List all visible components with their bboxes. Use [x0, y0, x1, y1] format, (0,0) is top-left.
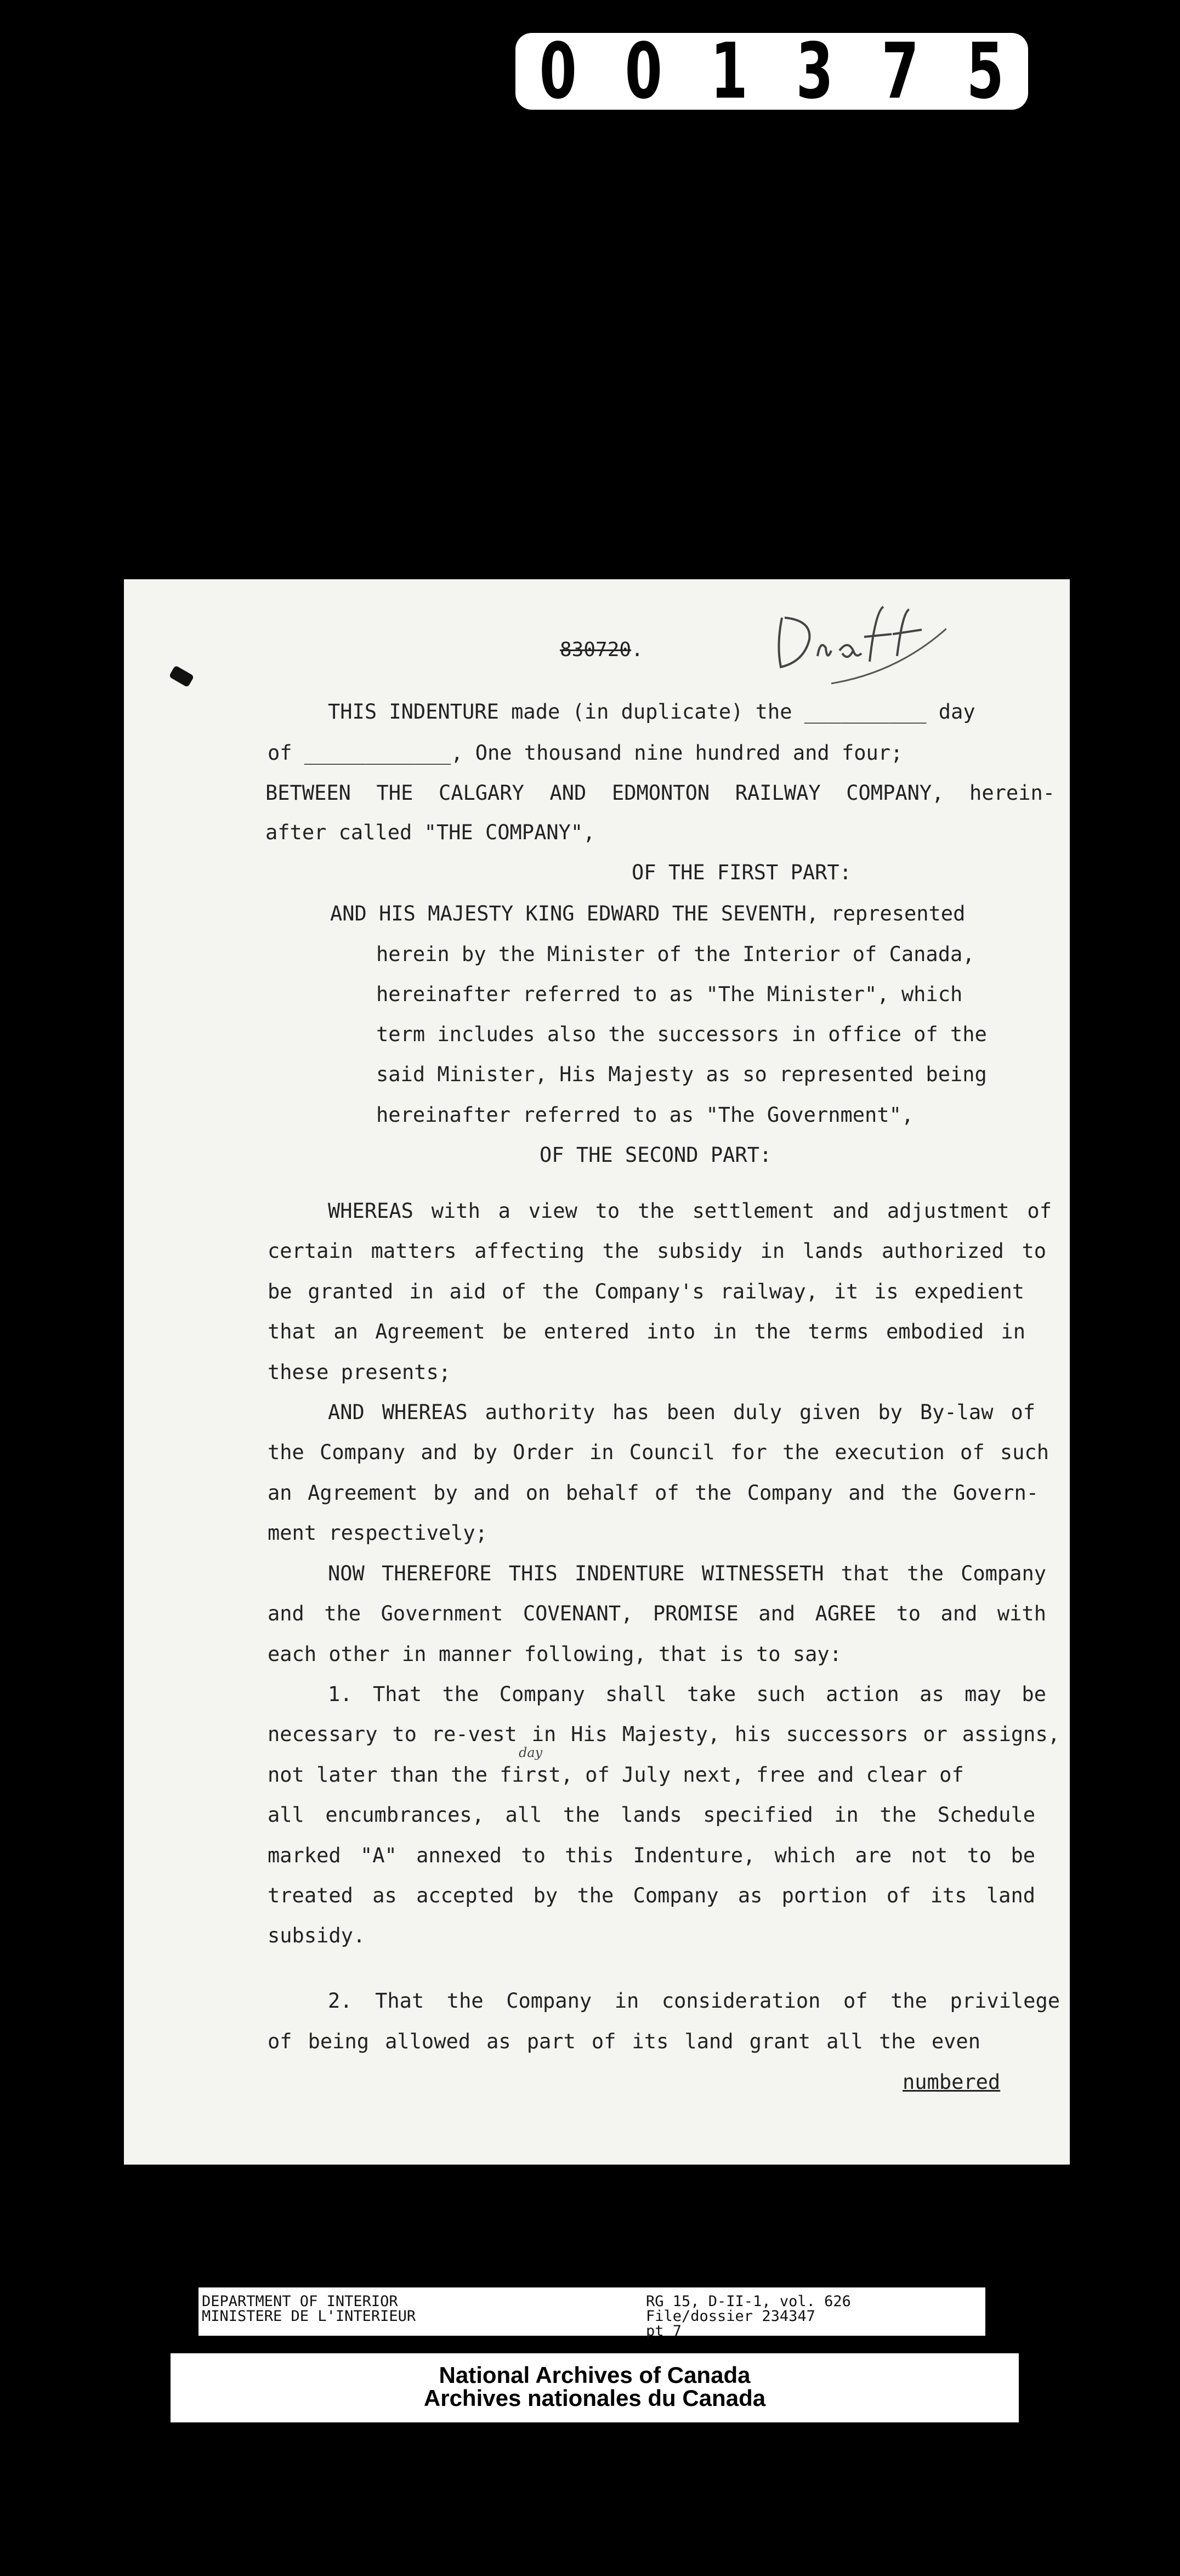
- doc-line-22: NOW THEREFORE THIS INDENTURE WITNESSETH that the Company: [328, 1562, 1046, 1585]
- archive-name-fr: Archives nationales du Canada: [423, 2385, 766, 2411]
- frame-digit: 5: [966, 26, 1005, 116]
- draft-handwriting-icon: [765, 596, 946, 694]
- doc-line-8: hereinafter referred to as "The Minister", which: [376, 982, 963, 1006]
- doc-line-31: subsidy.: [268, 1924, 366, 1947]
- doc-line-11: hereinafter referred to as "The Government",: [376, 1103, 914, 1127]
- doc-line-1: THIS INDENTURE made (in duplicate) the __________ day: [328, 700, 975, 724]
- day-annotation: [519, 1745, 552, 1761]
- file-reference: [646, 2294, 851, 2338]
- doc-line-7: herein by the Minister of the Interior of Canada,: [376, 942, 975, 966]
- frame-digit: 1: [710, 26, 748, 116]
- doc-line-14: certain matters affecting the subsidy in lands authorized to: [268, 1239, 1046, 1263]
- doc-line-15: be granted in aid of the Company's railway, it is expedient: [268, 1280, 1024, 1303]
- part-number: pt 7: [646, 2323, 682, 2340]
- doc-line-16: that an Agreement be entered into in the terms embodied in: [268, 1320, 1025, 1343]
- file-dossier: File/dossier 234347: [646, 2308, 815, 2325]
- doc-line-21: ment respectively;: [268, 1521, 487, 1545]
- reference-period: .: [631, 637, 644, 661]
- doc-line-34: numbered: [903, 2070, 1001, 2094]
- archive-credit: [171, 2353, 1019, 2422]
- department-fr: MINISTERE DE L'INTERIEUR: [202, 2308, 416, 2325]
- frame-digit: 7: [881, 26, 919, 116]
- doc-line-13: WHEREAS with a view to the settlement and adjustment of: [328, 1199, 1052, 1223]
- doc-line-2: of ____________, One thousand nine hundred and four;: [268, 741, 903, 765]
- doc-line-5: OF THE FIRST PART:: [632, 861, 852, 884]
- doc-line-3: BETWEEN THE CALGARY AND EDMONTON RAILWAY COMPANY, herein-: [265, 781, 1055, 805]
- doc-line-28: all encumbrances, all the lands specified in the Schedule: [268, 1803, 1035, 1827]
- document-page: [124, 579, 1070, 2165]
- doc-line-4: after called "THE COMPANY",: [265, 821, 595, 844]
- doc-line-25: 1. That the Company shall take such action as may be: [328, 1682, 1046, 1706]
- doc-line-26: necessary to re-vest in His Majesty, his successors or assigns,: [268, 1722, 1060, 1746]
- frame-digit: 3: [796, 26, 833, 116]
- ink-smudge: [169, 665, 195, 688]
- frame-digit: 0: [625, 26, 662, 116]
- doc-line-29: marked "A" annexed to this Indenture, which are not to be: [268, 1844, 1035, 1867]
- day-annotation-text: day: [519, 1745, 543, 1760]
- doc-line-32: 2. That the Company in consideration of the privilege: [328, 1989, 1060, 2013]
- doc-line-20: an Agreement by and on behalf of the Company and the Govern-: [268, 1481, 1039, 1505]
- doc-line-19: the Company and by Order in Council for the execution of such: [268, 1440, 1049, 1464]
- doc-line-9: term includes also the successors in office of the: [376, 1023, 987, 1046]
- doc-line-33: of being allowed as part of its land grant all the even: [268, 2030, 980, 2053]
- record-group: RG 15, D-II-1, vol. 626: [646, 2293, 851, 2310]
- doc-line-23: and the Government COVENANT, PROMISE and AGREE to and with: [268, 1602, 1046, 1625]
- doc-line-27: not later than the first, of July next, free and clear of: [268, 1763, 964, 1787]
- catalog-label: [198, 2287, 985, 2340]
- doc-line-24: each other in manner following, that is to say:: [268, 1642, 842, 1666]
- frame-digit: 0: [539, 26, 577, 116]
- archive-name-en: National Archives of Canada: [439, 2362, 751, 2388]
- doc-line-10: said Minister, His Majesty as so represented being: [376, 1063, 987, 1086]
- reference-number-line: [560, 637, 643, 662]
- reference-number: 830720: [560, 639, 632, 661]
- doc-line-17: these presents;: [268, 1360, 451, 1384]
- department-en: DEPARTMENT OF INTERIOR: [202, 2293, 398, 2310]
- doc-line-6: AND HIS MAJESTY KING EDWARD THE SEVENTH, represented: [330, 902, 966, 925]
- frame-number: [515, 26, 1028, 116]
- doc-line-18: AND WHEREAS authority has been duly given by By-law of: [328, 1400, 1035, 1424]
- doc-line-30: treated as accepted by the Company as portion of its land: [268, 1884, 1035, 1907]
- department-label: [202, 2294, 416, 2324]
- doc-line-12: OF THE SECOND PART:: [540, 1143, 772, 1167]
